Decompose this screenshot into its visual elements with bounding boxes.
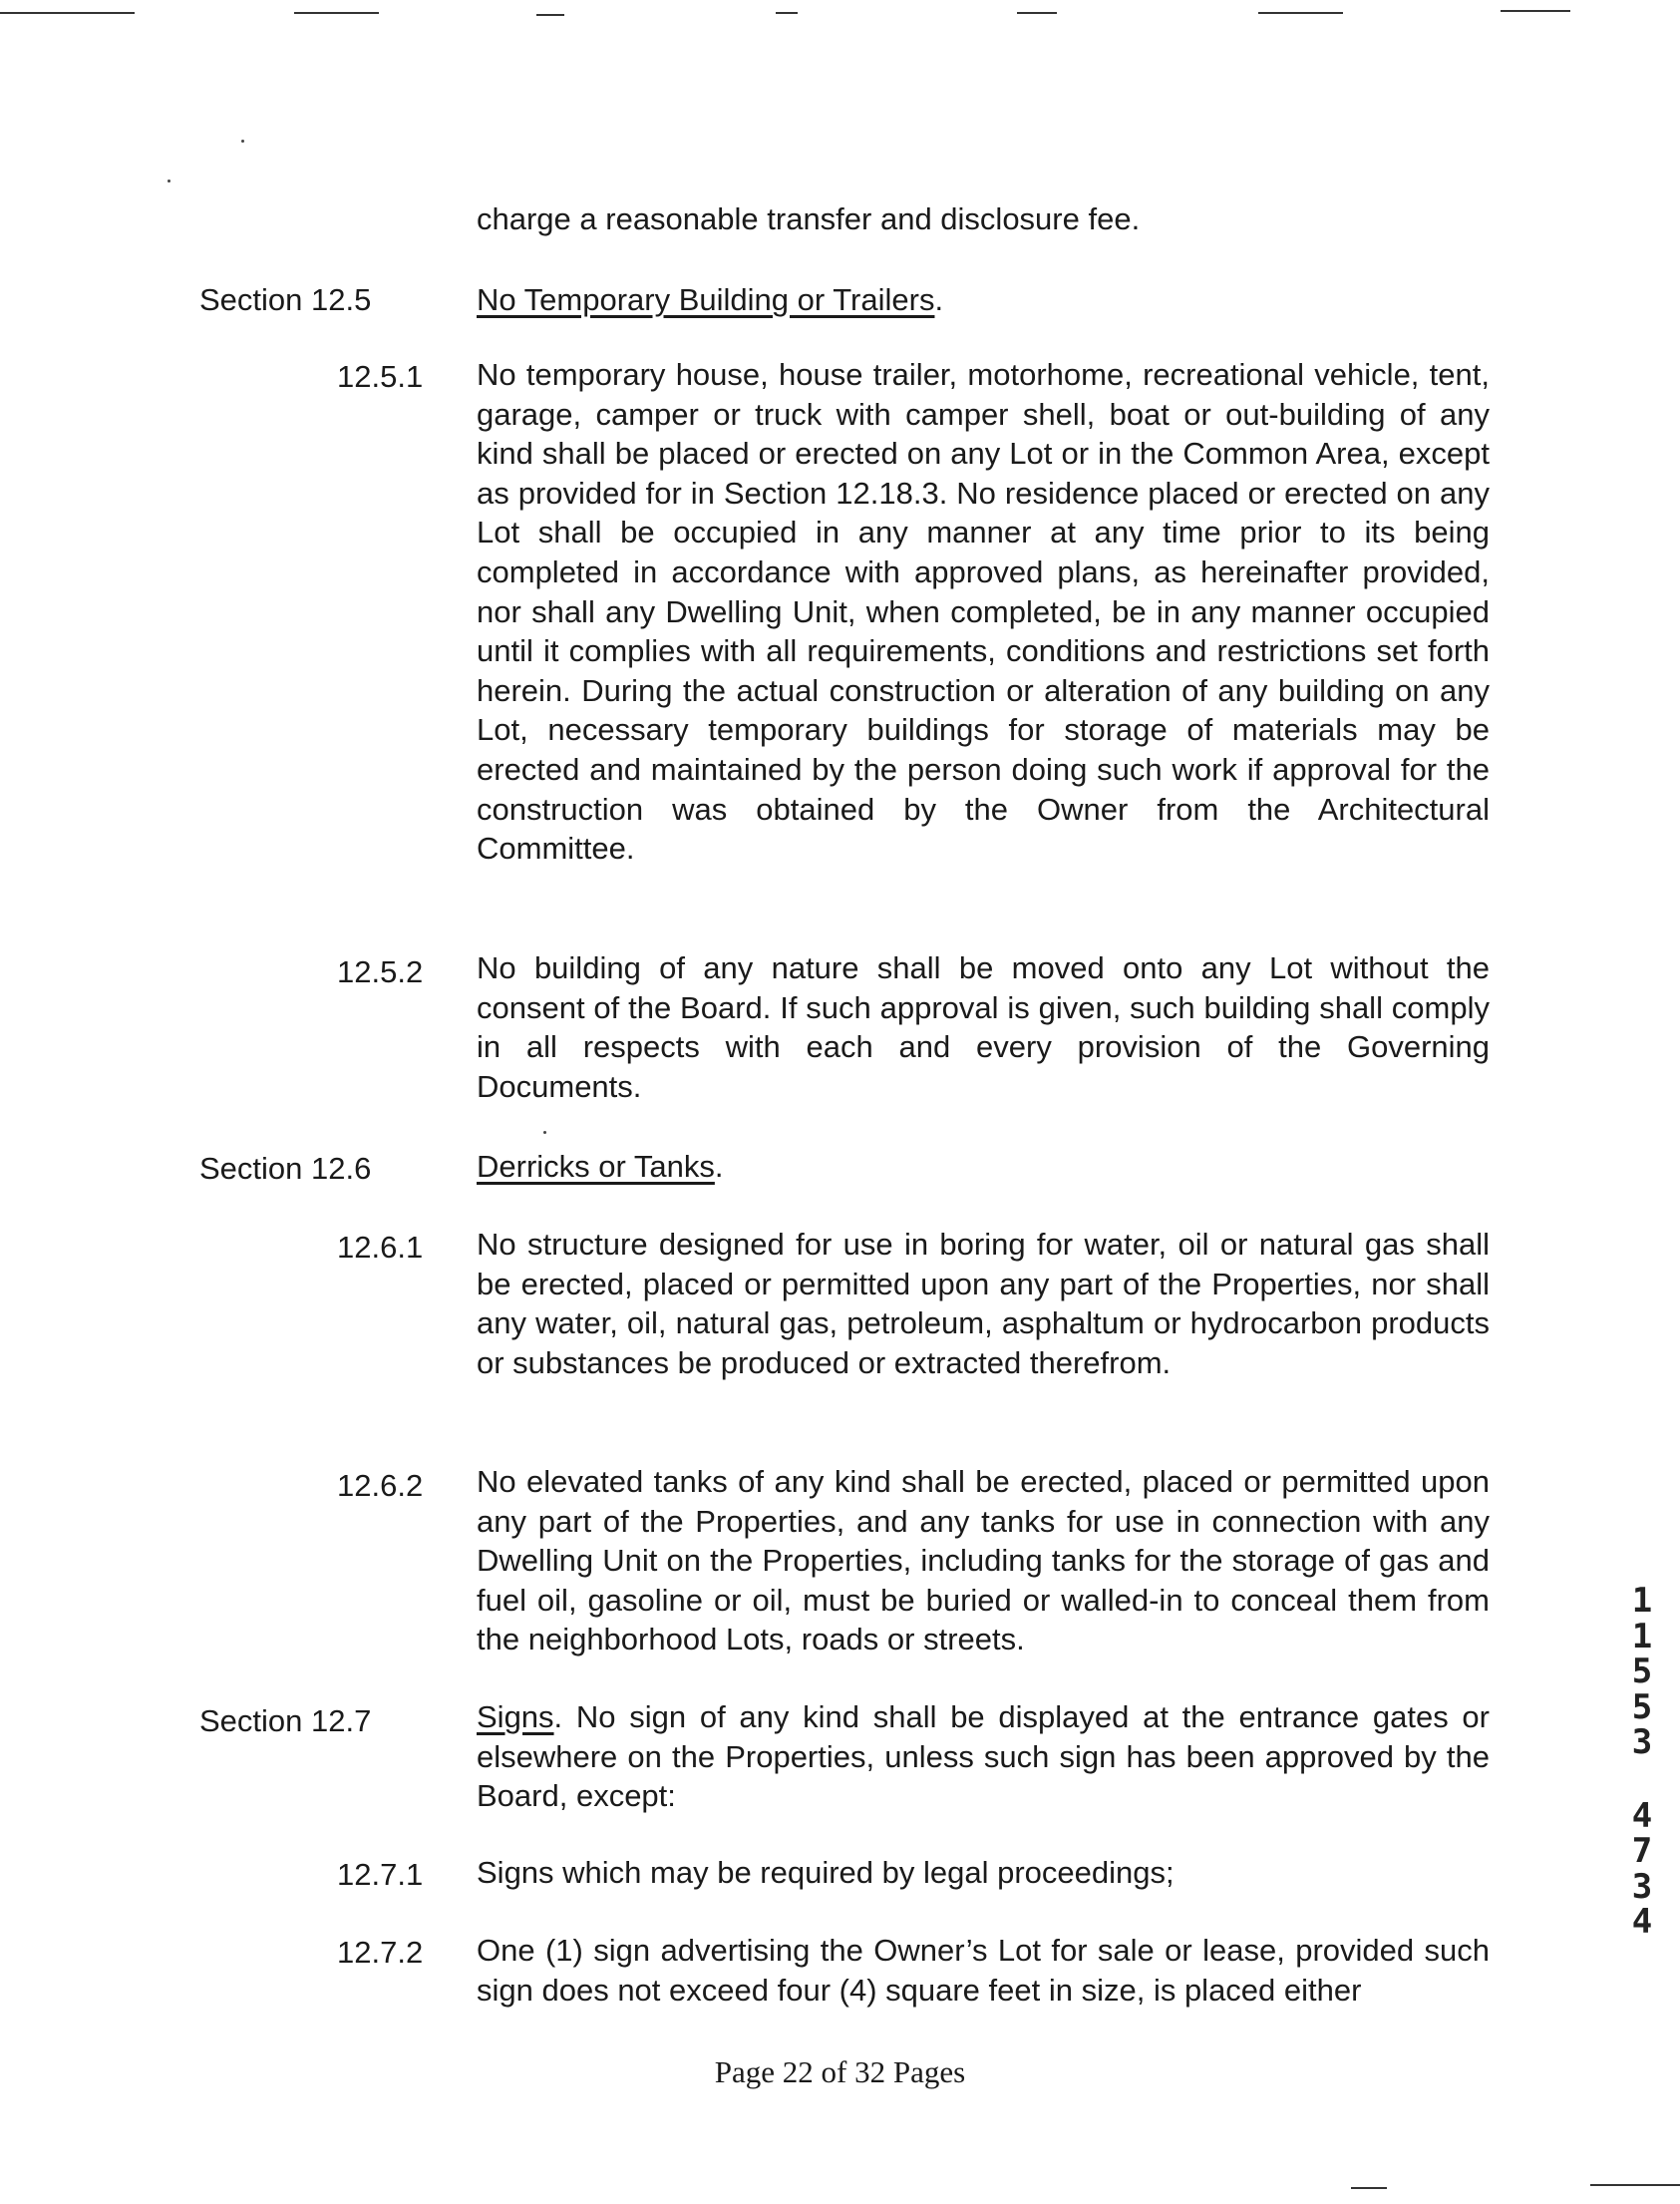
stamp-digit: 1 bbox=[1631, 1581, 1653, 1621]
stamp-digit: 3 bbox=[1631, 1722, 1653, 1762]
subsection-text: Signs which may be required by legal proceedings; bbox=[477, 1855, 1175, 1890]
stamp-digit: 5 bbox=[1631, 1652, 1653, 1691]
subsection-label: 12.6.2 bbox=[337, 1468, 424, 1503]
subsection-label: 12.5.1 bbox=[337, 359, 424, 394]
section-title: Derricks or Tanks bbox=[477, 1149, 715, 1184]
subsection-text: No temporary house, house trailer, motorhome, recreational vehicle, tent, garage, camper or truck with camper shell, boat or out-building of any kind shall be placed or erected on any Lot or in the Common Area, except as provided for in Section 12.18.3. No residence placed or erected on any Lot shall be occupied in any manner at any time prior to its being completed in accordance with approved plans, as hereinafter provided, nor shall any Dwelling Unit, when completed, be in any manner occupied until it complies with all requirements, conditions and restrictions set forth herein. During the actual construction or alteration of any building on any Lot, necessary temporary buildings for storage of materials may be erected and maintained by the person doing such work if approval for the construction was obtained by the Owner from the Architectural Committee. bbox=[477, 357, 1490, 867]
subsection-text: No elevated tanks of any kind shall be erected, placed or permitted upon any part of the Properties, and any tanks for use in connection with any Dwelling Unit on the Properties, including tanks for the storage of gas and fuel oil, gasoline or oil, must be buried or walled-in to conceal them from the neighborhood Lots, roads or streets. bbox=[477, 1464, 1490, 1657]
subsection-label: 12.5.2 bbox=[337, 954, 424, 989]
subsection-text: One (1) sign advertising the Owner’s Lot for sale or lease, provided such sign does not exceed four (4) square feet in size, is placed either bbox=[477, 1933, 1490, 2008]
stamp-digit: 4 bbox=[1631, 1795, 1653, 1836]
stamp-digit: 3 bbox=[1631, 1866, 1653, 1907]
stamp-digit: 7 bbox=[1631, 1831, 1653, 1871]
section-label: Section 12.6 bbox=[199, 1151, 372, 1186]
subsection-label: 12.6.1 bbox=[337, 1230, 424, 1265]
section-text: . No sign of any kind shall be displayed at the entrance gates or elsewhere on the Properties, unless such sign has been approved by the Board, except: bbox=[477, 1699, 1490, 1814]
stamp-digit: 1 bbox=[1631, 1616, 1653, 1656]
scan-top-edge bbox=[0, 0, 1680, 24]
subsection-text: No structure designed for use in boring for water, oil or natural gas shall be erected, placed or permitted upon any part of the Properties, nor shall any water, oil, natural gas, petroleum, asphaltum or hydrocarbon products or substances be produced or extracted therefrom. bbox=[477, 1227, 1490, 1380]
stamp-digit: 5 bbox=[1631, 1686, 1653, 1727]
section-title-suffix: . bbox=[934, 282, 944, 317]
section-label: Section 12.5 bbox=[199, 282, 372, 317]
scan-speck bbox=[543, 1131, 546, 1134]
section-heading bbox=[477, 1147, 1490, 1187]
section-title-suffix: . bbox=[714, 1149, 724, 1184]
stamp-digit: 4 bbox=[1631, 1902, 1653, 1942]
subsection-text: No building of any nature shall be moved onto any Lot without the consent of the Board. If such approval is given, such building shall comply in all respects with each and every provision of the Governing Documents. bbox=[477, 950, 1490, 1104]
section-heading bbox=[477, 280, 1490, 320]
continuation-text: charge a reasonable transfer and disclosure fee. bbox=[477, 201, 1141, 236]
page-footer: Page 22 of 32 Pages bbox=[714, 2054, 966, 2089]
subsection-label: 12.7.1 bbox=[337, 1857, 424, 1892]
document-number-stamp bbox=[1622, 1581, 1662, 1942]
section-title: Signs bbox=[477, 1699, 554, 1734]
section-label: Section 12.7 bbox=[199, 1703, 372, 1738]
scan-speck bbox=[241, 140, 244, 143]
scan-speck bbox=[168, 180, 170, 183]
section-heading bbox=[477, 1697, 1490, 1816]
section-title: No Temporary Building or Trailers bbox=[477, 282, 935, 317]
subsection-label: 12.7.2 bbox=[337, 1935, 424, 1970]
